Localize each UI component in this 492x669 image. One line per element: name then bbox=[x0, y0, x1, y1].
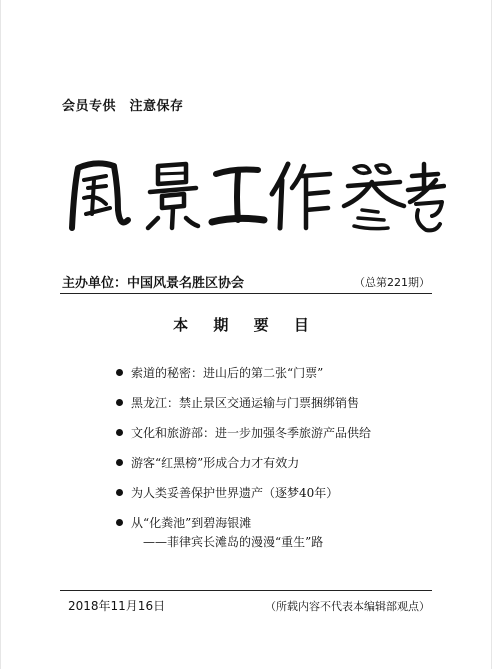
bullet-icon bbox=[116, 369, 123, 376]
toc-item-title: 为人类妥善保护世界遗产（逐梦40年） bbox=[131, 486, 339, 500]
issue-number: （总第221期） bbox=[354, 276, 430, 289]
bullet-icon bbox=[116, 489, 123, 496]
editorial-disclaimer: （所载内容不代表本编辑部观点） bbox=[265, 600, 430, 613]
bullet-icon bbox=[116, 519, 123, 526]
toc-item-title: 文化和旅游部：进一步加强冬季旅游产品供给 bbox=[131, 426, 372, 440]
toc-item bbox=[113, 388, 443, 418]
toc-item-subtitle: ——菲律宾长滩岛的漫漫“重生”路 bbox=[143, 535, 324, 549]
toc-item-title: 黑龙江：禁止景区交通运输与门票捆绑销售 bbox=[131, 396, 360, 410]
toc-item bbox=[113, 478, 443, 508]
top-divider bbox=[60, 293, 432, 294]
masthead-logo bbox=[66, 158, 446, 234]
bullet-icon bbox=[116, 399, 123, 406]
toc-item-title: 游客“红黑榜”形成合力才有效力 bbox=[131, 456, 300, 470]
toc-item bbox=[113, 448, 443, 478]
toc-item-title: 从“化粪池”到碧海银滩 bbox=[131, 516, 252, 530]
publication-date: 2018年11月16日 bbox=[68, 599, 166, 613]
members-only-note: 会员专供 注意保存 bbox=[62, 99, 184, 114]
toc-item-title: 索道的秘密：进山后的第二张“门票” bbox=[131, 366, 324, 380]
bullet-icon bbox=[116, 429, 123, 436]
toc-item bbox=[113, 358, 443, 388]
bottom-divider bbox=[60, 590, 432, 591]
table-of-contents bbox=[113, 358, 443, 538]
contents-heading: 本 期 要 目 bbox=[173, 316, 319, 334]
bullet-icon bbox=[116, 459, 123, 466]
toc-item bbox=[113, 418, 443, 448]
masthead-calligraphy bbox=[66, 158, 446, 234]
sponsor-line: 主办单位：中国风景名胜区协会 bbox=[62, 276, 245, 291]
